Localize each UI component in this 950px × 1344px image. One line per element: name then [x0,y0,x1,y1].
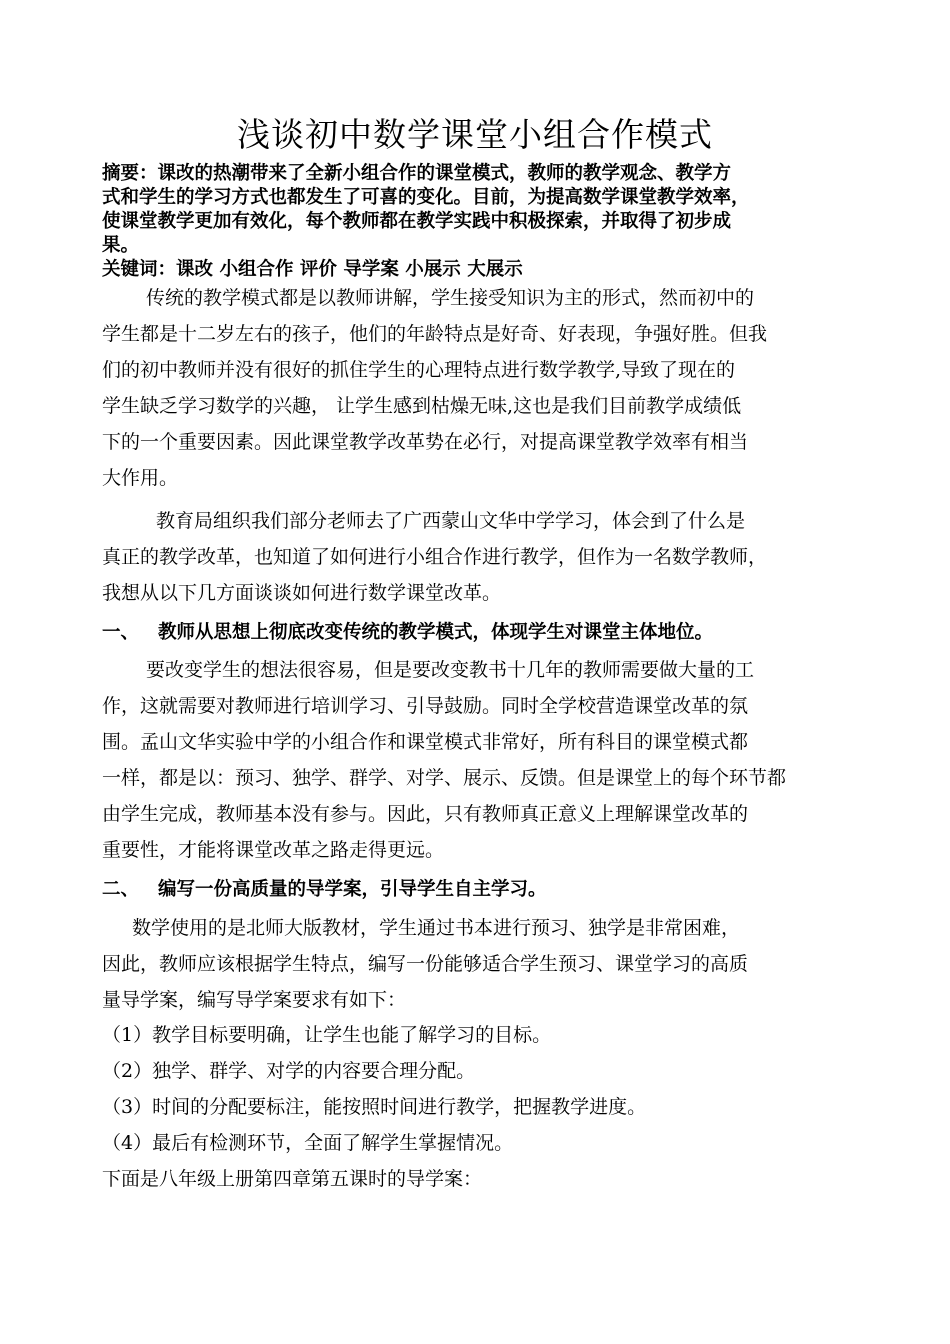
section-number: 二、 [102,879,140,900]
abstract-line: 式和学生的学习方式也都发生了可喜的变化。目前，为提高数学课堂教学效率， [102,187,750,208]
section-heading [102,875,547,905]
paragraph-line: 围。孟山文华实验中学的小组合作和课堂模式非常好，所有科目的课堂模式都 [102,731,749,753]
section-heading [102,618,713,648]
abstract-block [102,162,862,282]
paragraph-line: 一样，都是以：预习、独学、群学、对学、展示、反馈。但是课堂上的每个环节都 [102,767,787,789]
list-item: （2）独学、群学、对学的内容要合理分配。 [102,1060,476,1082]
section-heading-text: 教师从思想上彻底改变传统的教学模式，体现学生对课堂主体地位。 [158,622,714,643]
paragraph-line: 大作用。 [102,467,179,489]
list-item: （1）教学目标要明确，让学生也能了解学习的目标。 [102,1024,552,1046]
paragraph-line: 学生都是十二岁左右的孩子，他们的年龄特点是好奇、好表现，争强好胜。但我 [102,323,768,345]
paragraph-line: 真正的教学改革，也知道了如何进行小组合作进行教学，但作为一名数学教师， [102,546,768,568]
abstract-line: 摘要：课改的热潮带来了全新小组合作的课堂模式，教师的教学观念、教学方 [102,163,732,184]
paragraph-line: 因此，教师应该根据学生特点，编写一份能够适合学生预习、课堂学习的高质 [102,953,749,975]
document-title: 浅谈初中数学课堂小组合作模式 [237,115,713,154]
closing-line: 下面是八年级上册第四章第五课时的导学案： [102,1168,483,1190]
paragraph-line: 教育局组织我们部分老师去了广西蒙山文华中学学习，体会到了什么是 [156,510,746,532]
paragraph-line: 我想从以下几方面谈谈如何进行数学课堂改革。 [102,582,502,604]
list-item: （4）最后有检测环节，全面了解学生掌握情况。 [102,1132,514,1154]
section-heading-text: 编写一份高质量的导学案，引导学生自主学习。 [158,879,547,900]
section-number: 一、 [102,622,140,643]
paragraph-line: 传统的教学模式都是以教师讲解，学生接受知识为主的形式，然而初中的 [146,287,755,309]
abstract-line: 果。 [102,235,140,256]
abstract-line: 使课堂教学更加有效化，每个教师都在教学实践中积极探索，并取得了初步成 [102,211,732,232]
paragraph-line: 数学使用的是北师大版教材，学生通过书本进行预习、独学是非常困难， [132,917,741,939]
keywords-line: 关键词：课改 小组合作 评价 导学案 小展示 大展示 [102,259,523,280]
list-item: （3）时间的分配要标注，能按照时间进行教学，把握教学进度。 [102,1096,647,1118]
paragraph-line: 作，这就需要对教师进行培训学习、引导鼓励。同时全学校营造课堂改革的氛 [102,695,749,717]
paragraph-line: 下的一个重要因素。因此课堂教学改革势在必行，对提高课堂教学效率有相当 [102,431,749,453]
paragraph-line: 重要性，才能将课堂改革之路走得更远。 [102,839,445,861]
paragraph-line: 们的初中教师并没有很好的抓住学生的心理特点进行数学教学,导致了现在的 [102,359,736,381]
paragraph-line: 要改变学生的想法很容易，但是要改变教书十几年的教师需要做大量的工 [146,659,755,681]
paragraph-line: 学生缺乏学习数学的兴趣， 让学生感到枯燥无味,这也是我们目前教学成绩低 [102,395,742,417]
paragraph-line: 量导学案，编写导学案要求有如下： [102,989,407,1011]
paragraph-line: 由学生完成，教师基本没有参与。因此，只有教师真正意义上理解课堂改革的 [102,803,749,825]
